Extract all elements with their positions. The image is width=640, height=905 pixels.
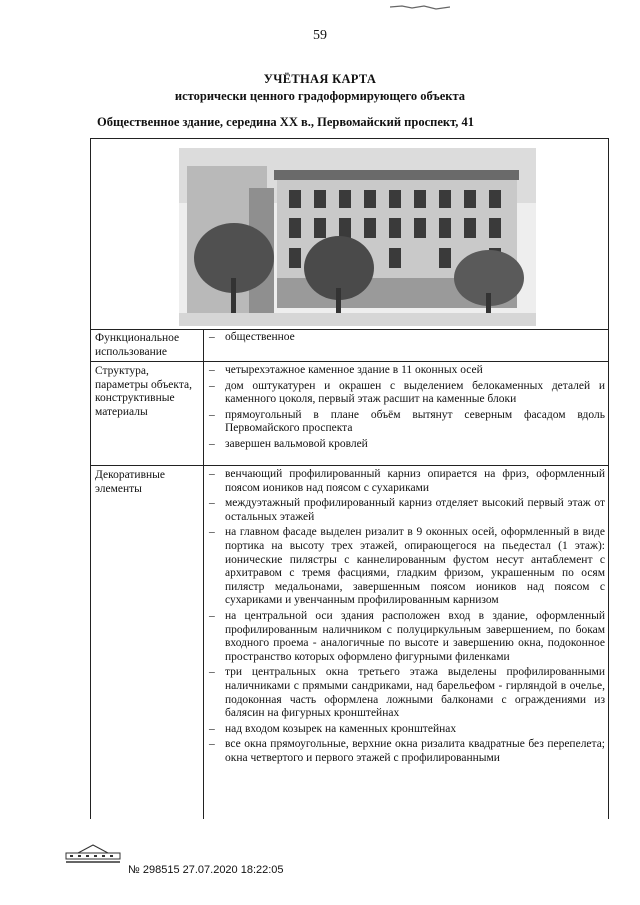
list-item: – общественное	[209, 331, 295, 343]
record-table	[90, 138, 609, 819]
dash-bullet: –	[209, 468, 215, 480]
row-items	[207, 468, 605, 765]
list-item: – междуэтажный профилированный карниз отделяет высокий первый этаж от остальных этажей	[209, 497, 605, 523]
row-items	[207, 364, 605, 452]
row-decor	[91, 466, 608, 819]
dash-bullet: –	[209, 331, 215, 343]
dash-bullet: –	[209, 666, 215, 679]
list-item: – завершен вальмовой кровлей	[209, 437, 368, 450]
list-item: – на центральной оси здания расположен вход в здание, оформленный профилированным наличником с полуциркульным завершением, по бокам входного проема - аналогичные по высоте и завершению окна, подоконное пространство которых оформлено фигурными филенками	[209, 609, 605, 663]
card-subtitle: исторически ценного градоформирующего объекта	[174, 89, 466, 103]
page-number: 59	[313, 28, 327, 43]
list-item: – над входом козырек на каменных кронштейнах	[209, 722, 457, 735]
dash-bullet: –	[209, 497, 215, 510]
dash-bullet: –	[209, 609, 215, 622]
row-label: Функциональное использование	[95, 332, 180, 358]
row-function	[91, 329, 608, 362]
row-items	[207, 331, 605, 345]
list-item: – прямоугольный в плане объём вытянут северным фасадом вдоль Первомайского проспекта	[209, 408, 605, 435]
list-item: – все окна прямоугольные, верхние окна ризалита квадратные без перепелета; окна четвертого и первого этажей с профилированными	[209, 738, 605, 764]
row-structure	[91, 362, 608, 466]
object-title: Общественное здание, середина XX в., Первомайский проспект, 41	[97, 115, 475, 129]
row-label: Структура, параметры объекта, конструктивные материалы	[95, 365, 192, 418]
photo-cell	[91, 139, 608, 330]
document-registration: № 298515 27.07.2020 18:22:05	[128, 864, 284, 876]
dash-bullet: –	[209, 437, 215, 450]
dash-bullet: –	[209, 379, 215, 392]
row-label: Декоративные элементы	[95, 469, 165, 495]
list-item: – три центральных окна третьего этажа выделены профилированными наличниками с прямыми сандриками, над барельефом - гирляндой в очелье, подоконная часть оформлена ложными балконами с ограждениями из балясин на фигурных кронштейнах	[209, 666, 605, 720]
list-item: – четырехэтажное каменное здание в 11 оконных осей	[209, 364, 483, 376]
list-item: – венчающий профилированный карниз опирается на фриз, оформленный поясом иоников над поясом с сухариками	[209, 468, 605, 494]
scan-artifact	[390, 0, 450, 8]
stamp-logo	[58, 843, 128, 865]
dash-bullet: –	[209, 408, 215, 421]
dash-bullet: –	[209, 738, 215, 751]
dash-bullet: –	[209, 364, 215, 376]
dash-bullet: –	[209, 526, 215, 539]
building-photo	[179, 148, 536, 326]
dash-bullet: –	[209, 722, 215, 735]
list-item: – дом оштукатурен и окрашен с выделением белокаменных деталей и каменного цоколя, первый этаж расшит на каменные блоки	[209, 379, 605, 406]
list-item: – на главном фасаде выделен ризалит в 9 оконных осей, оформленный в виде портика на высоту трех этажей, опирающегося на пьедестал (1 этаж): ионические пилястры с каннелированным фустом несут антаблемент с архитравом с тремя фасциями, гладким фризом, украшенным по осям пилястр медальонами, завершенным поясом иоников над поясом с сухариками и увенчанным профилированным карнизом	[209, 526, 605, 607]
card-title: УЧЁТНАЯ КАРТА	[263, 72, 377, 86]
